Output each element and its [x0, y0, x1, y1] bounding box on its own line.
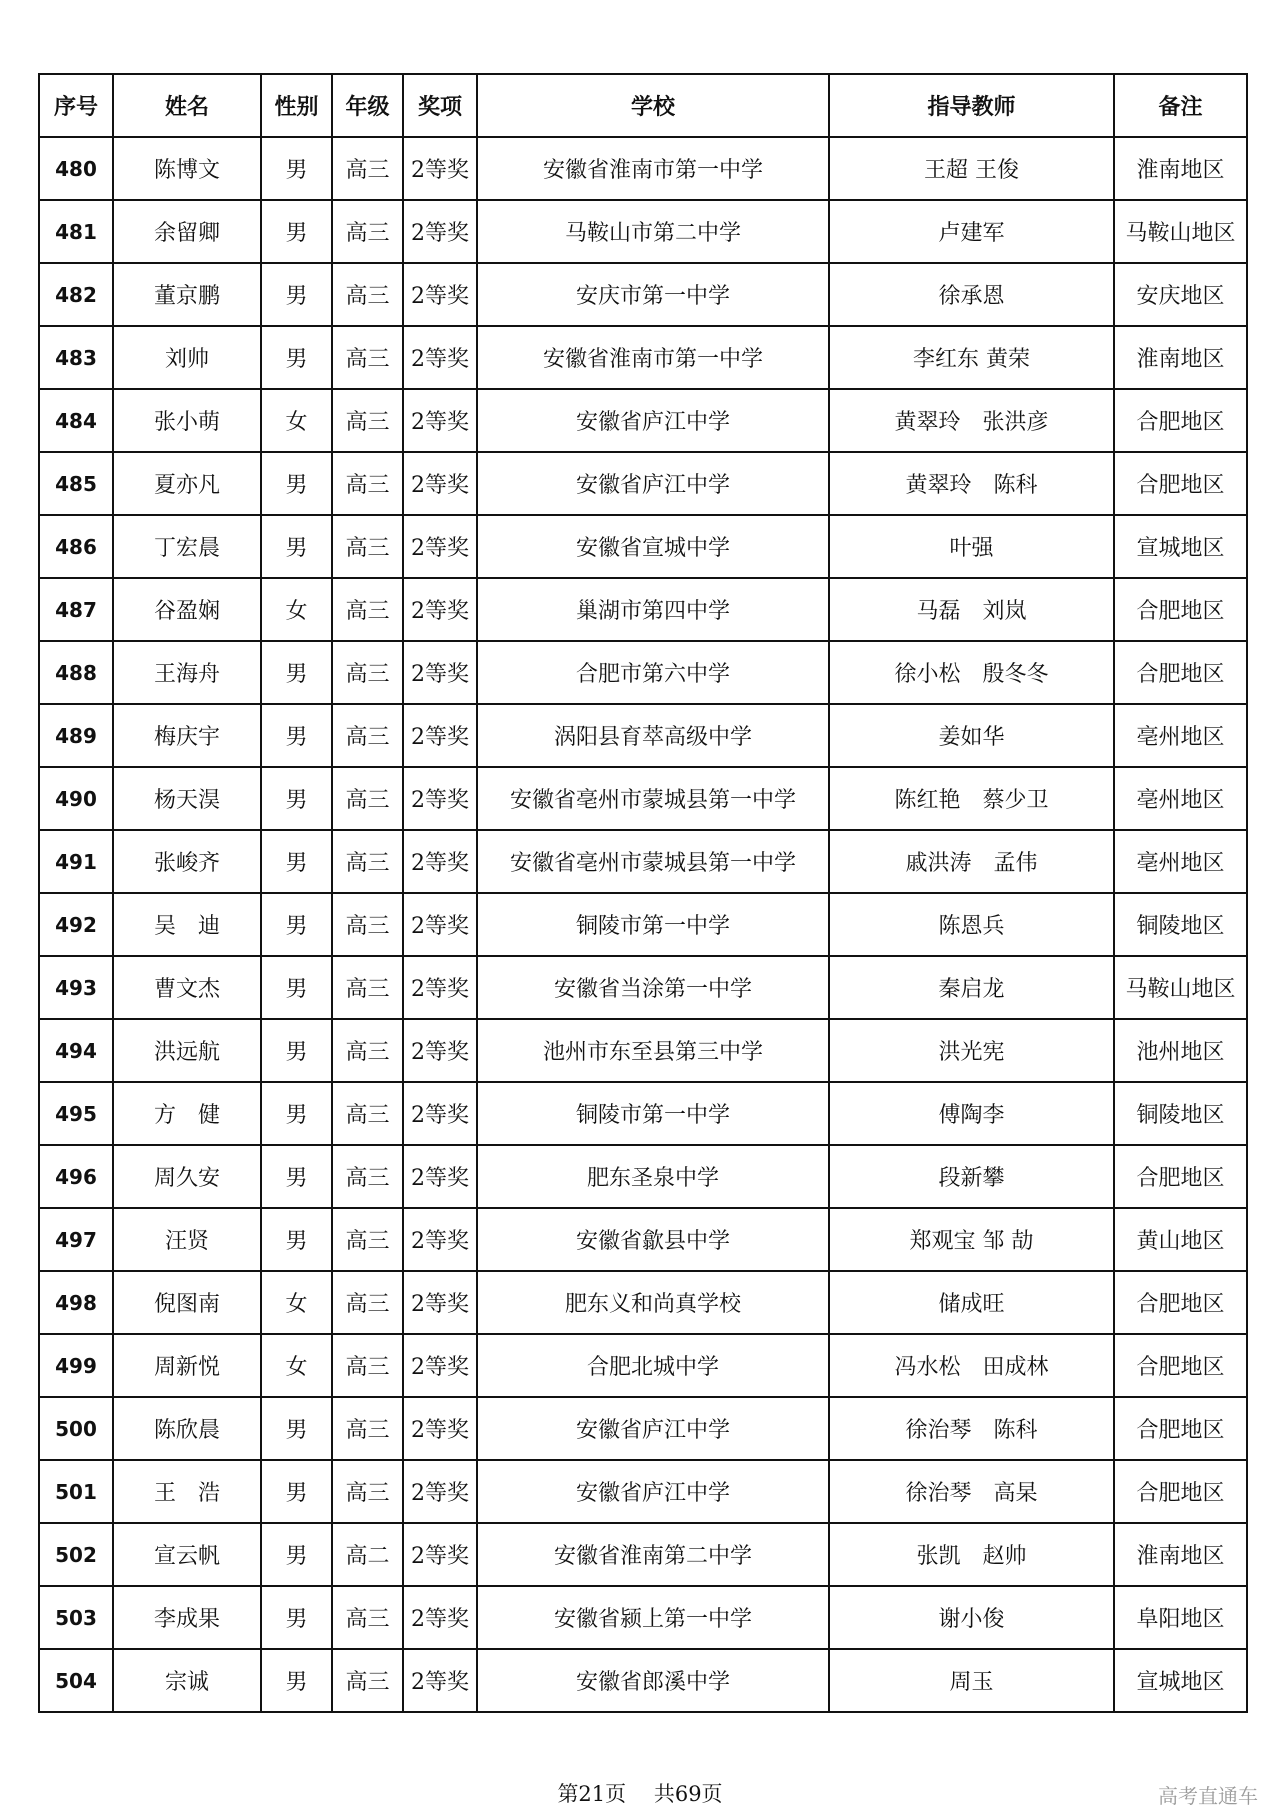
- index-cell: 488: [39, 641, 113, 704]
- award-cell: 2等奖: [403, 1271, 477, 1334]
- table-row: [39, 767, 1247, 830]
- header-award: 奖项: [403, 74, 477, 137]
- gender-cell: 男: [261, 893, 332, 956]
- teacher-cell: 姜如华: [829, 704, 1114, 767]
- gender-cell: 男: [261, 1208, 332, 1271]
- index-cell: 483: [39, 326, 113, 389]
- name-cell: 梅庆宇: [113, 704, 261, 767]
- award-cell: 2等奖: [403, 578, 477, 641]
- gender-cell: 男: [261, 515, 332, 578]
- teacher-cell: 张凯 赵帅: [829, 1523, 1114, 1586]
- table-row: [39, 1460, 1247, 1523]
- grade-cell: 高三: [332, 452, 403, 515]
- teacher-cell: 黄翠玲 张洪彦: [829, 389, 1114, 452]
- remark-cell: 淮南地区: [1114, 1523, 1247, 1586]
- table-row: [39, 704, 1247, 767]
- name-cell: 夏亦凡: [113, 452, 261, 515]
- award-cell: 2等奖: [403, 326, 477, 389]
- remark-cell: 合肥地区: [1114, 1145, 1247, 1208]
- grade-cell: 高三: [332, 200, 403, 263]
- remark-cell: 马鞍山地区: [1114, 956, 1247, 1019]
- award-cell: 2等奖: [403, 1460, 477, 1523]
- school-cell: 安徽省亳州市蒙城县第一中学: [477, 830, 829, 893]
- teacher-cell: 秦启龙: [829, 956, 1114, 1019]
- table-row: [39, 830, 1247, 893]
- name-cell: 洪远航: [113, 1019, 261, 1082]
- name-cell: 倪图南: [113, 1271, 261, 1334]
- name-cell: 董京鹏: [113, 263, 261, 326]
- name-cell: 杨天淏: [113, 767, 261, 830]
- grade-cell: 高三: [332, 1208, 403, 1271]
- school-cell: 马鞍山市第二中学: [477, 200, 829, 263]
- name-cell: 刘帅: [113, 326, 261, 389]
- gender-cell: 男: [261, 1082, 332, 1145]
- index-cell: 500: [39, 1397, 113, 1460]
- gender-cell: 男: [261, 1523, 332, 1586]
- gender-cell: 男: [261, 263, 332, 326]
- remark-cell: 亳州地区: [1114, 704, 1247, 767]
- school-cell: 铜陵市第一中学: [477, 893, 829, 956]
- gender-cell: 男: [261, 641, 332, 704]
- award-cell: 2等奖: [403, 767, 477, 830]
- award-cell: 2等奖: [403, 263, 477, 326]
- table-row: [39, 1271, 1247, 1334]
- grade-cell: 高三: [332, 893, 403, 956]
- school-cell: 安徽省郎溪中学: [477, 1649, 829, 1712]
- remark-cell: 安庆地区: [1114, 263, 1247, 326]
- name-cell: 张峻齐: [113, 830, 261, 893]
- school-cell: 合肥北城中学: [477, 1334, 829, 1397]
- table-row: [39, 452, 1247, 515]
- table-row: [39, 389, 1247, 452]
- teacher-cell: 傅陶李: [829, 1082, 1114, 1145]
- grade-cell: 高三: [332, 767, 403, 830]
- name-cell: 陈欣晨: [113, 1397, 261, 1460]
- index-cell: 490: [39, 767, 113, 830]
- school-cell: 合肥市第六中学: [477, 641, 829, 704]
- index-cell: 499: [39, 1334, 113, 1397]
- name-cell: 宣云帆: [113, 1523, 261, 1586]
- teacher-cell: 洪光宪: [829, 1019, 1114, 1082]
- remark-cell: 池州地区: [1114, 1019, 1247, 1082]
- grade-cell: 高三: [332, 704, 403, 767]
- school-cell: 安徽省庐江中学: [477, 389, 829, 452]
- gender-cell: 女: [261, 578, 332, 641]
- remark-cell: 亳州地区: [1114, 830, 1247, 893]
- award-cell: 2等奖: [403, 1586, 477, 1649]
- table-row: [39, 1145, 1247, 1208]
- teacher-cell: 叶强: [829, 515, 1114, 578]
- index-cell: 491: [39, 830, 113, 893]
- grade-cell: 高三: [332, 263, 403, 326]
- teacher-cell: 戚洪涛 孟伟: [829, 830, 1114, 893]
- school-cell: 安徽省颍上第一中学: [477, 1586, 829, 1649]
- gender-cell: 男: [261, 1397, 332, 1460]
- teacher-cell: 徐小松 殷冬冬: [829, 641, 1114, 704]
- index-cell: 498: [39, 1271, 113, 1334]
- remark-cell: 宣城地区: [1114, 515, 1247, 578]
- name-cell: 曹文杰: [113, 956, 261, 1019]
- school-cell: 安徽省庐江中学: [477, 452, 829, 515]
- grade-cell: 高三: [332, 1397, 403, 1460]
- remark-cell: 亳州地区: [1114, 767, 1247, 830]
- header-name: 姓名: [113, 74, 261, 137]
- award-cell: 2等奖: [403, 200, 477, 263]
- teacher-cell: 徐治琴 高杲: [829, 1460, 1114, 1523]
- name-cell: 周新悦: [113, 1334, 261, 1397]
- remark-cell: 合肥地区: [1114, 452, 1247, 515]
- grade-cell: 高三: [332, 389, 403, 452]
- award-cell: 2等奖: [403, 1649, 477, 1712]
- teacher-cell: 谢小俊: [829, 1586, 1114, 1649]
- grade-cell: 高三: [332, 1649, 403, 1712]
- gender-cell: 男: [261, 452, 332, 515]
- header-grade: 年级: [332, 74, 403, 137]
- remark-cell: 阜阳地区: [1114, 1586, 1247, 1649]
- remark-cell: 铜陵地区: [1114, 893, 1247, 956]
- school-cell: 安徽省当涂第一中学: [477, 956, 829, 1019]
- school-cell: 肥东义和尚真学校: [477, 1271, 829, 1334]
- grade-cell: 高三: [332, 1271, 403, 1334]
- index-cell: 487: [39, 578, 113, 641]
- table-row: [39, 578, 1247, 641]
- award-cell: 2等奖: [403, 830, 477, 893]
- award-cell: 2等奖: [403, 1082, 477, 1145]
- gender-cell: 女: [261, 1271, 332, 1334]
- header-school: 学校: [477, 74, 829, 137]
- grade-cell: 高三: [332, 1334, 403, 1397]
- award-cell: 2等奖: [403, 452, 477, 515]
- grade-cell: 高三: [332, 1145, 403, 1208]
- grade-cell: 高三: [332, 641, 403, 704]
- table-row: [39, 1019, 1247, 1082]
- table-row: [39, 1334, 1247, 1397]
- gender-cell: 女: [261, 1334, 332, 1397]
- teacher-cell: 李红东 黄荣: [829, 326, 1114, 389]
- teacher-cell: 储成旺: [829, 1271, 1114, 1334]
- school-cell: 巢湖市第四中学: [477, 578, 829, 641]
- remark-cell: 淮南地区: [1114, 326, 1247, 389]
- award-cell: 2等奖: [403, 641, 477, 704]
- school-cell: 安徽省庐江中学: [477, 1397, 829, 1460]
- gender-cell: 男: [261, 1649, 332, 1712]
- name-cell: 宗诚: [113, 1649, 261, 1712]
- remark-cell: 合肥地区: [1114, 389, 1247, 452]
- name-cell: 王 浩: [113, 1460, 261, 1523]
- table-row: [39, 1208, 1247, 1271]
- award-cell: 2等奖: [403, 1208, 477, 1271]
- award-cell: 2等奖: [403, 1334, 477, 1397]
- table-row: [39, 641, 1247, 704]
- remark-cell: 合肥地区: [1114, 1460, 1247, 1523]
- remark-cell: 淮南地区: [1114, 137, 1247, 200]
- table-row: [39, 1397, 1247, 1460]
- gender-cell: 男: [261, 326, 332, 389]
- table-body: [39, 137, 1247, 1712]
- name-cell: 周久安: [113, 1145, 261, 1208]
- table-row: [39, 137, 1247, 200]
- teacher-cell: 马磊 刘岚: [829, 578, 1114, 641]
- table-row: [39, 893, 1247, 956]
- header-index: 序号: [39, 74, 113, 137]
- remark-cell: 合肥地区: [1114, 578, 1247, 641]
- table-row: [39, 1082, 1247, 1145]
- header-teacher: 指导教师: [829, 74, 1114, 137]
- award-cell: 2等奖: [403, 704, 477, 767]
- teacher-cell: 黄翠玲 陈科: [829, 452, 1114, 515]
- index-cell: 496: [39, 1145, 113, 1208]
- award-cell: 2等奖: [403, 1145, 477, 1208]
- index-cell: 481: [39, 200, 113, 263]
- name-cell: 张小萌: [113, 389, 261, 452]
- name-cell: 余留卿: [113, 200, 261, 263]
- name-cell: 李成果: [113, 1586, 261, 1649]
- index-cell: 482: [39, 263, 113, 326]
- remark-cell: 宣城地区: [1114, 1649, 1247, 1712]
- remark-cell: 马鞍山地区: [1114, 200, 1247, 263]
- grade-cell: 高三: [332, 578, 403, 641]
- remark-cell: 合肥地区: [1114, 1271, 1247, 1334]
- remark-cell: 合肥地区: [1114, 1334, 1247, 1397]
- index-cell: 494: [39, 1019, 113, 1082]
- grade-cell: 高三: [332, 1586, 403, 1649]
- table-row: [39, 1586, 1247, 1649]
- grade-cell: 高三: [332, 1082, 403, 1145]
- teacher-cell: 徐治琴 陈科: [829, 1397, 1114, 1460]
- index-cell: 502: [39, 1523, 113, 1586]
- gender-cell: 男: [261, 1019, 332, 1082]
- teacher-cell: 冯水松 田成林: [829, 1334, 1114, 1397]
- table-row: [39, 1523, 1247, 1586]
- watermark-text: 高考直通车: [1158, 1784, 1258, 1808]
- school-cell: 安徽省庐江中学: [477, 1460, 829, 1523]
- index-cell: 486: [39, 515, 113, 578]
- teacher-cell: 陈恩兵: [829, 893, 1114, 956]
- remark-cell: 合肥地区: [1114, 1397, 1247, 1460]
- table-row: [39, 1649, 1247, 1712]
- gender-cell: 男: [261, 704, 332, 767]
- gender-cell: 男: [261, 1586, 332, 1649]
- index-cell: 493: [39, 956, 113, 1019]
- table-row: [39, 326, 1247, 389]
- school-cell: 安徽省宣城中学: [477, 515, 829, 578]
- table-header-row: [39, 74, 1247, 137]
- teacher-cell: 周玉: [829, 1649, 1114, 1712]
- award-cell: 2等奖: [403, 515, 477, 578]
- index-cell: 495: [39, 1082, 113, 1145]
- index-cell: 492: [39, 893, 113, 956]
- award-cell: 2等奖: [403, 893, 477, 956]
- award-cell: 2等奖: [403, 956, 477, 1019]
- award-cell: 2等奖: [403, 1019, 477, 1082]
- remark-cell: 合肥地区: [1114, 641, 1247, 704]
- teacher-cell: 陈红艳 蔡少卫: [829, 767, 1114, 830]
- table-row: [39, 515, 1247, 578]
- gender-cell: 男: [261, 1460, 332, 1523]
- school-cell: 池州市东至县第三中学: [477, 1019, 829, 1082]
- award-cell: 2等奖: [403, 137, 477, 200]
- name-cell: 汪贤: [113, 1208, 261, 1271]
- gender-cell: 女: [261, 389, 332, 452]
- award-cell: 2等奖: [403, 1397, 477, 1460]
- name-cell: 丁宏晨: [113, 515, 261, 578]
- gender-cell: 男: [261, 1145, 332, 1208]
- index-cell: 504: [39, 1649, 113, 1712]
- grade-cell: 高三: [332, 326, 403, 389]
- name-cell: 谷盈娴: [113, 578, 261, 641]
- gender-cell: 男: [261, 137, 332, 200]
- table-row: [39, 263, 1247, 326]
- award-table: [38, 73, 1248, 1713]
- name-cell: 陈博文: [113, 137, 261, 200]
- school-cell: 安徽省歙县中学: [477, 1208, 829, 1271]
- teacher-cell: 段新攀: [829, 1145, 1114, 1208]
- index-cell: 484: [39, 389, 113, 452]
- school-cell: 安庆市第一中学: [477, 263, 829, 326]
- gender-cell: 男: [261, 200, 332, 263]
- index-cell: 480: [39, 137, 113, 200]
- remark-cell: 铜陵地区: [1114, 1082, 1247, 1145]
- table-row: [39, 956, 1247, 1019]
- grade-cell: 高二: [332, 1523, 403, 1586]
- header-remark: 备注: [1114, 74, 1247, 137]
- table-row: [39, 200, 1247, 263]
- grade-cell: 高三: [332, 1460, 403, 1523]
- school-cell: 安徽省淮南市第一中学: [477, 137, 829, 200]
- school-cell: 铜陵市第一中学: [477, 1082, 829, 1145]
- teacher-cell: 王超 王俊: [829, 137, 1114, 200]
- grade-cell: 高三: [332, 830, 403, 893]
- award-cell: 2等奖: [403, 1523, 477, 1586]
- remark-cell: 黄山地区: [1114, 1208, 1247, 1271]
- grade-cell: 高三: [332, 956, 403, 1019]
- teacher-cell: 徐承恩: [829, 263, 1114, 326]
- teacher-cell: 郑观宝 邹 劼: [829, 1208, 1114, 1271]
- gender-cell: 男: [261, 830, 332, 893]
- award-cell: 2等奖: [403, 389, 477, 452]
- school-cell: 肥东圣泉中学: [477, 1145, 829, 1208]
- index-cell: 503: [39, 1586, 113, 1649]
- gender-cell: 男: [261, 956, 332, 1019]
- grade-cell: 高三: [332, 515, 403, 578]
- school-cell: 涡阳县育萃高级中学: [477, 704, 829, 767]
- index-cell: 501: [39, 1460, 113, 1523]
- grade-cell: 高三: [332, 137, 403, 200]
- index-cell: 485: [39, 452, 113, 515]
- school-cell: 安徽省亳州市蒙城县第一中学: [477, 767, 829, 830]
- teacher-cell: 卢建军: [829, 200, 1114, 263]
- page-number: 第21页 共69页: [557, 1782, 723, 1806]
- name-cell: 王海舟: [113, 641, 261, 704]
- name-cell: 方 健: [113, 1082, 261, 1145]
- index-cell: 489: [39, 704, 113, 767]
- grade-cell: 高三: [332, 1019, 403, 1082]
- name-cell: 吴 迪: [113, 893, 261, 956]
- gender-cell: 男: [261, 767, 332, 830]
- school-cell: 安徽省淮南市第一中学: [477, 326, 829, 389]
- index-cell: 497: [39, 1208, 113, 1271]
- header-gender: 性别: [261, 74, 332, 137]
- school-cell: 安徽省淮南第二中学: [477, 1523, 829, 1586]
